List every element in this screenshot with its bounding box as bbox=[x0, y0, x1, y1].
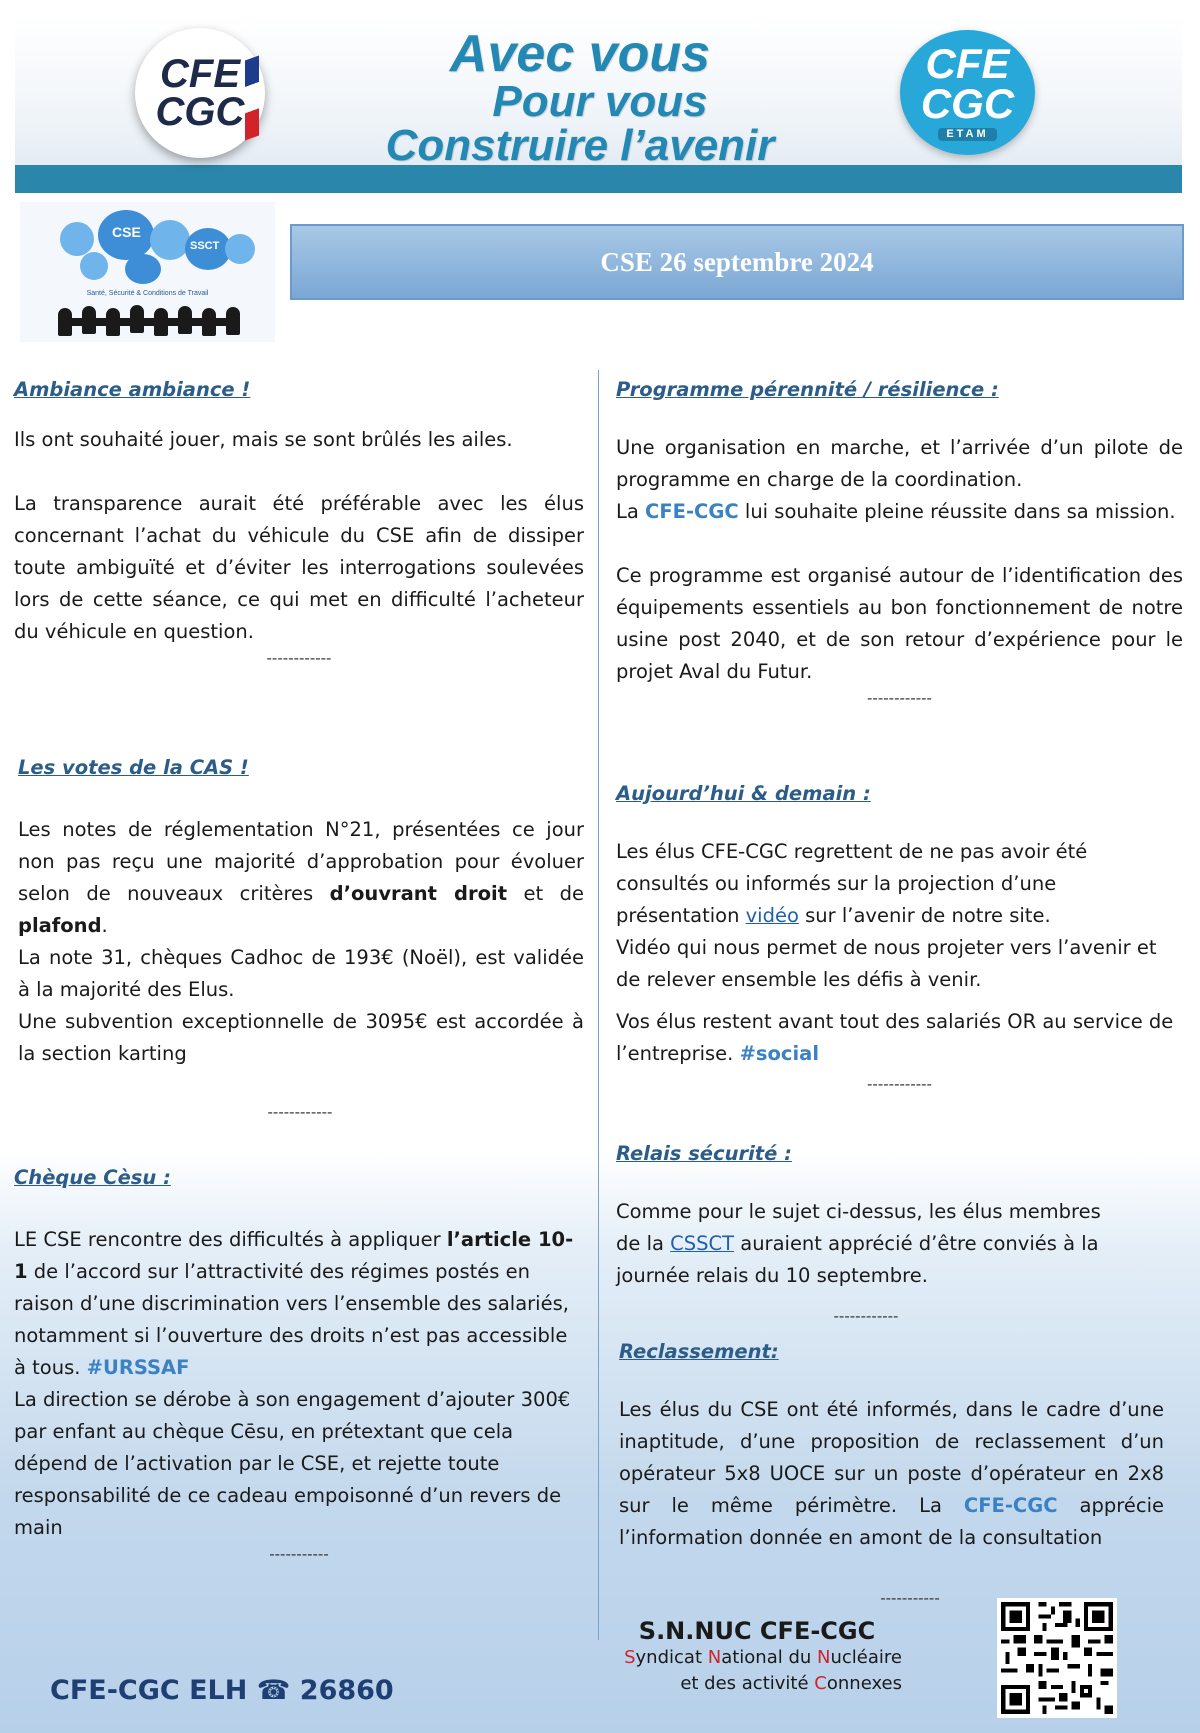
banner-title bbox=[370, 25, 790, 170]
section-heading: Programme pérennité / résilience : bbox=[616, 378, 999, 401]
section-heading: Reclassement: bbox=[619, 1340, 779, 1363]
separator: ----------- bbox=[269, 1545, 329, 1563]
logo-text-bottom: CGC bbox=[920, 80, 1015, 128]
footer-contact: CFE-CGC ELH ☎ 26860 bbox=[50, 1675, 394, 1706]
left-section-ambiance bbox=[14, 374, 584, 668]
signature-line-2: et des activité Connexes bbox=[680, 1673, 902, 1694]
cssct-link[interactable]: CSSCT bbox=[670, 1232, 735, 1255]
logo-text-top: CFE bbox=[925, 40, 1010, 88]
separator: ------------ bbox=[267, 1103, 333, 1121]
paragraph: Vos élus restent avant tout des salariés OR au service de l’entreprise. #social bbox=[616, 1010, 1174, 1065]
banner-line-3: Construire l’avenir bbox=[385, 121, 775, 170]
right-section-reclassement bbox=[619, 1336, 1164, 1554]
speech-bubble-icon bbox=[225, 234, 255, 264]
paragraph: Ils ont souhaité jouer, mais se sont brûlés les ailes. bbox=[14, 428, 513, 451]
right-section-relais bbox=[616, 1138, 1116, 1326]
left-section-votes-cas bbox=[18, 752, 584, 1070]
paragraph: Les élus du CSE ont été informés, dans le cadre d’une inaptitude, d’une proposition de reclassement d’un opérateur 5x8 UOCE sur un poste d’opérateur en 2x8 sur le même périmètre. La CFE-CGC apprécie l’information donnée en amont de la consultation bbox=[619, 1398, 1164, 1549]
section-heading: Chèque Cèsu : bbox=[14, 1166, 171, 1189]
paragraph: La note 31, chèques Cadhoc de 193€ (Noël), est validée à la majorité des Elus. bbox=[18, 946, 584, 1001]
date-title: CSE 26 septembre 2024 bbox=[290, 224, 1184, 300]
section-heading: Relais sécurité : bbox=[616, 1142, 792, 1165]
speech-bubble-icon bbox=[125, 254, 161, 284]
bubble-label-ssct: SSCT bbox=[190, 240, 220, 252]
meeting-table bbox=[58, 318, 238, 326]
signature-title: S.N.NUC CFE-CGC bbox=[638, 1617, 876, 1645]
etam-tag: ETAM bbox=[938, 128, 996, 140]
video-link[interactable]: vidéo bbox=[745, 904, 799, 927]
qr-code-icon[interactable] bbox=[997, 1598, 1117, 1718]
speech-bubble-icon bbox=[150, 220, 190, 260]
signature-line-1: Syndicat National du Nucléaire bbox=[624, 1647, 902, 1668]
separator: ----------- bbox=[880, 1589, 940, 1607]
section-heading: Les votes de la CAS ! bbox=[18, 756, 249, 779]
signature-block bbox=[612, 1617, 902, 1697]
left-section-cheque-cesu bbox=[14, 1162, 584, 1564]
right-section-programme bbox=[616, 374, 1183, 708]
logo-text-bottom: CGC bbox=[155, 90, 245, 134]
section-heading: Ambiance ambiance ! bbox=[14, 378, 251, 401]
bubble-label-cse: CSE bbox=[112, 224, 141, 240]
paragraph: Une subvention exceptionnelle de 3095€ est accordée à la section karting bbox=[18, 1010, 584, 1065]
paragraph: Ce programme est organisé autour de l’identification des équipements essentiels au bon fonctionnement de notre usine post 2040, et de son retour d’expérience pour le projet Aval du Futur. bbox=[616, 564, 1183, 683]
separator: ------------ bbox=[266, 649, 332, 667]
cfe-cgc-etam-logo bbox=[900, 30, 1035, 155]
paragraph: Les élus CFE-CGC regrettent de ne pas avoir été consultés ou informés sur la projection d’une présentation vidéo sur l’avenir de notre site. bbox=[616, 840, 1088, 927]
speech-bubble-icon bbox=[80, 252, 108, 280]
separator: ------------ bbox=[833, 1307, 899, 1325]
separator: ------------ bbox=[867, 1075, 932, 1093]
speech-bubble-icon bbox=[60, 222, 94, 256]
paragraph: La CFE-CGC lui souhaite pleine réussite dans sa mission. bbox=[616, 500, 1176, 523]
paragraph: Comme pour le sujet ci-dessus, les élus membres de la CSSCT auraient apprécié d’être conviés à la journée relais du 10 septembre. bbox=[616, 1200, 1101, 1287]
separator: ------------ bbox=[867, 689, 932, 707]
paragraph: Les notes de réglementation N°21, présentées ce jour non pas reçu une majorité d’approbation pour évoluer selon de nouveaux critères d’ouvrant droit et de plafond. bbox=[18, 818, 584, 937]
right-section-aujourdhui bbox=[616, 778, 1183, 1094]
banner-line-2: Pour vous bbox=[492, 77, 708, 126]
paragraph: Vidéo qui nous permet de nous projeter vers l’avenir et de relever ensemble les défis à venir. bbox=[616, 936, 1157, 991]
paragraph: Une organisation en marche, et l’arrivée d’un pilote de programme en charge de la coordination. bbox=[616, 436, 1183, 491]
illustration-caption: Santé, Sécurité & Conditions de Travail bbox=[86, 290, 209, 297]
banner-line-1: Avec vous bbox=[449, 25, 711, 83]
paragraph: LE CSE rencontre des difficultés à appliquer l’article 10-1 de l’accord sur l’attractivité des régimes postés en raison d’une discrimination vers l’ensemble des salariés, notamment si l’ouverture des droits n’est pas accessible à tous. #URSSAF bbox=[14, 1228, 574, 1379]
section-heading: Aujourd’hui & demain : bbox=[616, 782, 871, 805]
paragraph: La transparence aurait été préférable avec les élus concernant l’achat du véhicule du CSE afin de dissiper toute ambiguïté et d’éviter les interrogations soulevées lors de cette séance, ce qui met en difficulté l’acheteur du véhicule en question. bbox=[14, 492, 584, 643]
column-divider bbox=[598, 370, 599, 1640]
cse-ssct-illustration bbox=[20, 202, 275, 342]
paragraph: La direction se dérobe à son engagement d’ajouter 300€ par enfant au chèque Cēsu, en prétextant que cela dépend de l’activation par le CSE, et rejette toute responsabilité de ce cadeau empoisonné d’un revers de main bbox=[14, 1388, 571, 1539]
cfe-cgc-logo-left bbox=[135, 28, 265, 158]
logo-text-top: CFE bbox=[160, 52, 240, 96]
flag-icon bbox=[245, 55, 259, 140]
